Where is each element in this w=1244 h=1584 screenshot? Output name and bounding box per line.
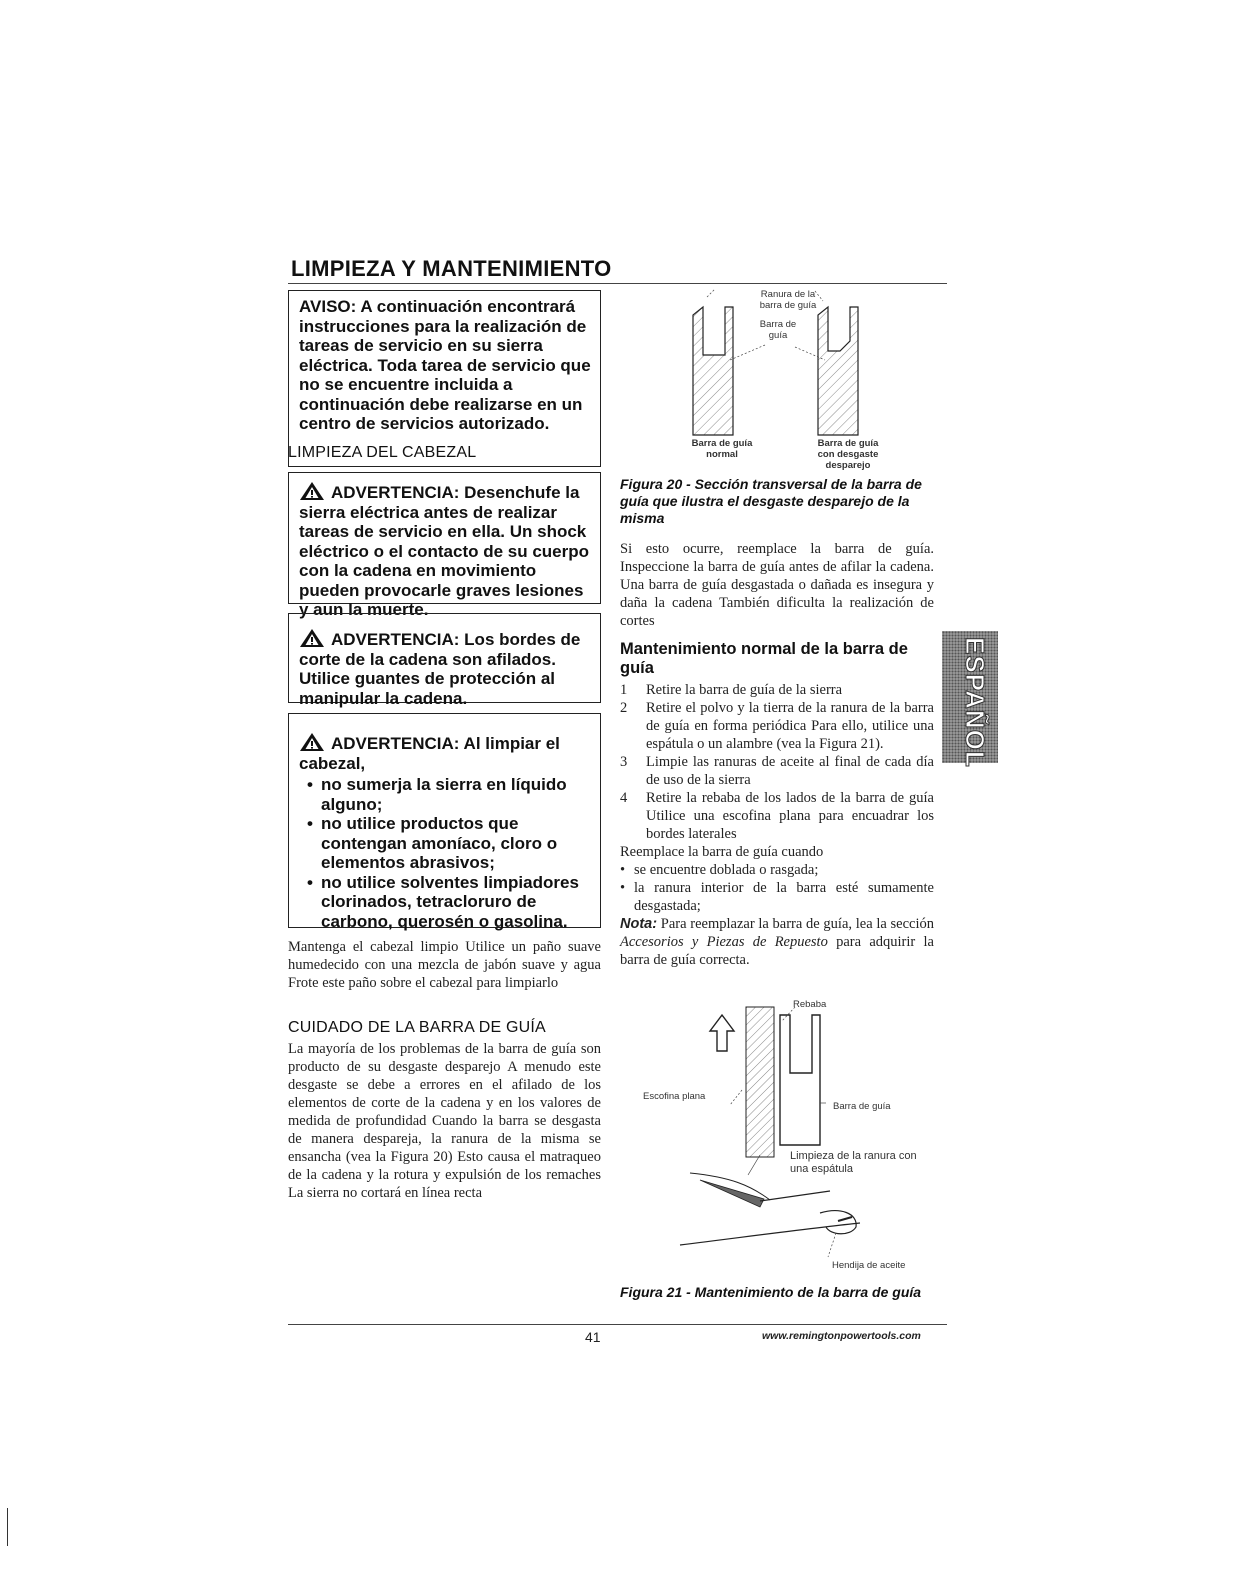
fig21-label-rebaba: Rebaba bbox=[793, 999, 827, 1010]
mantenimiento-steps bbox=[620, 681, 934, 969]
margin-mark bbox=[7, 1508, 8, 1546]
warning-icon bbox=[299, 628, 325, 648]
list-item: • se encuentre doblada o rasgada; bbox=[620, 861, 934, 879]
mantenimiento-heading: Mantenimiento normal de la barra de guía bbox=[620, 640, 908, 677]
note-label: Nota: bbox=[620, 916, 658, 932]
list-item: • no utilice solventes limpiadores clorinados, tetracloruro de carbono, querosén o gasolina. bbox=[299, 873, 592, 932]
side-tab-label: ESPAÑOL bbox=[960, 637, 990, 768]
footer-divider bbox=[288, 1324, 947, 1325]
warning-box-3 bbox=[288, 713, 601, 931]
list-item: 4 Retire la rebaba de los lados de la barra de guía Utilice una escofina plana para encuadrar los bordes laterales bbox=[620, 790, 934, 842]
warning-text-3-intro: ADVERTENCIA: Al limpiar el cabezal, bbox=[299, 734, 560, 773]
figure-20-caption: Figura 20 - Sección transversal de la barra de guía que ilustra el desgaste desparejo de la misma bbox=[620, 476, 922, 526]
list-item: • la ranura interior de la barra esté sumamente desgastada; bbox=[620, 879, 934, 915]
warning-box-2 bbox=[288, 613, 601, 708]
warning-icon bbox=[299, 481, 325, 501]
warning-text-1: ADVERTENCIA: Desenchufe la sierra eléctrica antes de realizar tareas de servicio en ella. Un shock eléctrico o el contacto de su cuerpo con la cadena en movimiento pueden provocarle graves lesiones y aun la muerte. bbox=[299, 483, 590, 619]
title-divider bbox=[288, 283, 947, 284]
section-heading-cabezal: LIMPIEZA DEL CABEZAL bbox=[288, 444, 477, 461]
list-item: • no utilice productos que contengan amoníaco, cloro o elementos abrasivos; bbox=[299, 814, 592, 873]
right-body-text: Si esto ocurre, reemplace la barra de guía. Inspeccione la barra de guía antes de afilar la cadena. Una barra de guía desgastada o dañada es insegura y daña la cadena También dificulta la realización de cortes bbox=[620, 541, 934, 629]
notice-text: AVISO: A continuación encontrará instrucciones para la realización de tareas de servicio en su sierra eléctrica. Toda tarea de servicio que no se encuentre incluida a continuación debe realizarse en un centro de servicios autorizado. bbox=[299, 297, 591, 433]
note bbox=[620, 915, 934, 969]
page-title: LIMPIEZA Y MANTENIMIENTO bbox=[291, 256, 612, 281]
fig20-label-mid: Barra de guía bbox=[759, 319, 797, 341]
warning-text-2: ADVERTENCIA: Los bordes de corte de la cadena son afilados. Utilice guantes de protección al manipular la cadena. bbox=[299, 630, 581, 708]
fig21-label-escofina: Escofina plana bbox=[643, 1091, 706, 1102]
fig21-label-barra: Barra de guía bbox=[833, 1101, 891, 1112]
warning-box-1 bbox=[288, 472, 601, 619]
warning-list bbox=[299, 775, 592, 931]
list-item: • no sumerja la sierra en líquido alguno; bbox=[299, 775, 592, 814]
fig21-label-hendija: Hendija de aceite bbox=[832, 1260, 906, 1271]
fig21-label-limpieza: Limpieza de la ranura con una espátula bbox=[790, 1150, 917, 1175]
note-text-2: para adquirir la barra de guía correcta. bbox=[620, 934, 934, 968]
replace-intro: Reemplace la barra de guía cuando bbox=[620, 844, 824, 860]
figure-21-diagram bbox=[640, 995, 920, 1275]
list-item: 2 Retire el polvo y la tierra de la ranura de la barra de guía en forma periódica Para ello, utilice una espátula o un alambre (vea la Figura 21). bbox=[620, 700, 934, 752]
fig20-label-top: Ranura de la barra de guía bbox=[759, 289, 817, 311]
note-italic: Accesorios y Piezas de Repuesto bbox=[620, 934, 828, 950]
warning-icon bbox=[299, 732, 325, 752]
note-text-1: Para reemplazar la barra de guía, lea la sección bbox=[660, 916, 934, 932]
list-item: 1 Retire la barra de guía de la sierra bbox=[620, 682, 843, 698]
cabezal-body: Mantenga el cabezal limpio Utilice un paño suave humedecido con una mezcla de jabón suave y agua Frote este paño sobre el cabezal para limpiarlo bbox=[288, 939, 601, 991]
section-heading-barra: CUIDADO DE LA BARRA DE GUÍA bbox=[288, 1019, 546, 1036]
website-url: www.remingtonpowertools.com bbox=[762, 1330, 921, 1342]
fig20-label-right: Barra de guía con desgaste desparejo bbox=[817, 438, 879, 471]
notice-box bbox=[288, 290, 601, 467]
language-side-tab bbox=[942, 631, 998, 768]
list-item: 3 Limpie las ranuras de aceite al final de cada día de uso de la sierra bbox=[620, 754, 934, 788]
barra-body: La mayoría de los problemas de la barra de guía son producto de su desgaste desparejo A menudo este desgaste se debe a errores en el afilado de los elementos de corte de la cadena y en los valores de medida de profundidad Cuando la barra se desgasta de manera despareja, la ranura de la misma se ensancha (vea la Figura 20) Esto causa el matraqueo de la cadena y la rotura y expulsión de los remaches La sierra no cortará en línea recta bbox=[288, 1041, 601, 1201]
figure-21-caption: Figura 21 - Mantenimiento de la barra de guía bbox=[620, 1284, 922, 1300]
page-number: 41 bbox=[585, 1329, 601, 1345]
fig20-label-left: Barra de guía normal bbox=[691, 438, 753, 460]
